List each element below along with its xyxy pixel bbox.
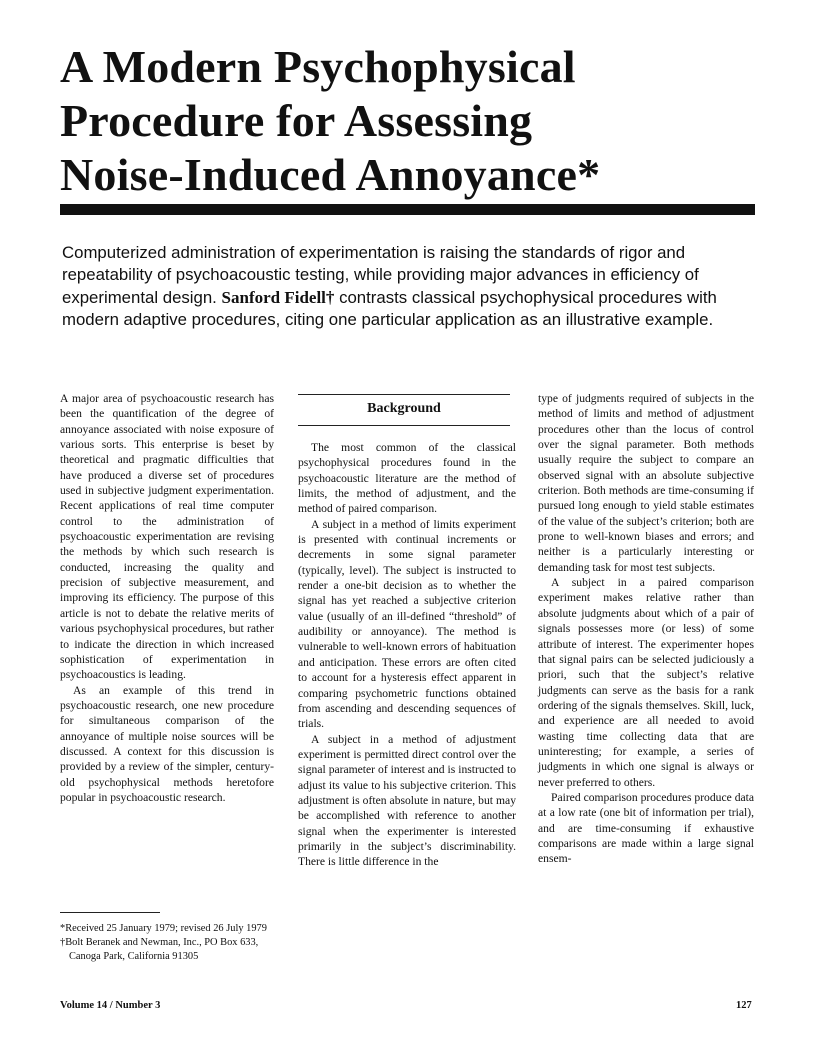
abstract-text: Computerized administration of experimentation is raising the standards of rigor and repeatability of psychoacoustic testing, while providing major advances in efficiency of experimental design. bbox=[62, 243, 699, 307]
heading-rule-bottom bbox=[298, 425, 510, 426]
column-1 bbox=[60, 391, 274, 805]
title-rule bbox=[60, 204, 755, 215]
footnote-rule bbox=[60, 912, 160, 913]
paragraph: A subject in a paired comparison experiment makes relative rather than absolute judgments about which of a pair of signals possesses more (or less) of some attribute of interest. The experimenter hopes that signal pairs can be selected judiciously a priori, such that the subject’s relative judgments can serve as the basis for a rank ordering of the signals themselves. Skill, luck, and experience are all needed to avoid wasting time collecting data that are uninteresting; for example, a series of judgments in which one signal is always or never preferred to others. bbox=[538, 576, 754, 789]
abstract bbox=[62, 242, 762, 332]
footnotes bbox=[60, 922, 280, 964]
footnote-received: *Received 25 January 1979; revised 26 July 1979 bbox=[60, 923, 267, 934]
paragraph: A subject in a method of limits experiment is presented with continual increments or decrements in some signal parameter (typically, level). The subject is instructed to render a one-bit decision as to whether the signal has yet reached a subjective criterion value (usually of an ill-defined “threshold” of audibility or annoyance). The method is vulnerable to well-known errors of habituation and anticipation. These errors are often cited to account for a hysteresis effect apparent in comparing psychometric functions obtained from ascending and descending sequences of trials. bbox=[298, 517, 516, 731]
author-name: Sanford Fidell† bbox=[221, 287, 335, 307]
paragraph: type of judgments required of subjects in the method of limits and method of adjustment procedures other than the locus of control over the signal parameter. Both methods usually require the subject to compare an observed signal with an absolute subjective criterion. Both methods are time-consuming if pursued long enough to yield stable estimates of the value of the subject’s criterion; both are prone to well-known biases and errors; and neither is a particularly interesting or demanding task for most test subjects. bbox=[538, 392, 754, 574]
page-number: 127 bbox=[736, 1000, 752, 1011]
paragraph: A major area of psychoacoustic research has been the quantification of the degree of annoyance associated with noise exposure of various sorts. This enterprise is beset by theoretical and pragmatic difficulties that have produced a diverse set of procedures used in subjective judgment experimentation. Recent applications of real time computer control to the administration of psychoacoustic experimentation are revising the methods by which such research is conducted, increasing the quality and precision of subjective measurement, and improving its efficiency. The purpose of this article is not to debate the relative merits of various psychophysical procedures, but rather to indicate the direction in which increased sophistication of experimentation in psychoacoustics is leading. bbox=[60, 392, 274, 682]
column-3 bbox=[538, 391, 754, 867]
title-line: Procedure for Assessing bbox=[60, 95, 533, 146]
paragraph: The most common of the classical psychophysical procedures found in the psychoacoustic literature are the method of limits, the method of adjustment, and the method of paired comparison. bbox=[298, 441, 516, 516]
paragraph: Paired comparison procedures produce data at a low rate (one bit of information per trial), and are time-consuming if exhaustive comparisons are made within a large signal ensem- bbox=[538, 790, 754, 866]
article-title bbox=[60, 40, 760, 202]
volume-label: Volume 14 / Number 3 bbox=[60, 1000, 161, 1011]
section-heading-label: Background bbox=[367, 401, 441, 416]
abstract-text: contrasts classical psychophysical procedures with modern adaptive procedures, citing one particular application as an illustrative example. bbox=[62, 287, 717, 330]
paragraph: A subject in a method of adjustment experiment is permitted direct control over the signal parameter of interest and is instructed to adjust its value to his subjective criterion. This adjustment is often absolute in nature, but may be accomplished with reference to another signal when the experimenter is interested primarily in the subject’s discriminability. There is little difference in the bbox=[298, 732, 516, 869]
title-line: Noise-Induced Annoyance* bbox=[60, 149, 601, 200]
footnote-affiliation: †Bolt Beranek and Newman, Inc., PO Box 633, Canoga Park, California 91305 bbox=[60, 937, 259, 962]
section-heading bbox=[298, 394, 510, 426]
title-line: A Modern Psychophysical bbox=[60, 41, 576, 92]
paragraph: As an example of this trend in psychoacoustic research, one new procedure for simultaneous comparison of the annoyance of multiple noise sources will be discussed. A context for this discussion is provided by a review of the simpler, century-old psychophysical methods heretofore popular in psychoacoustic research. bbox=[60, 683, 274, 804]
column-2 bbox=[298, 440, 516, 870]
